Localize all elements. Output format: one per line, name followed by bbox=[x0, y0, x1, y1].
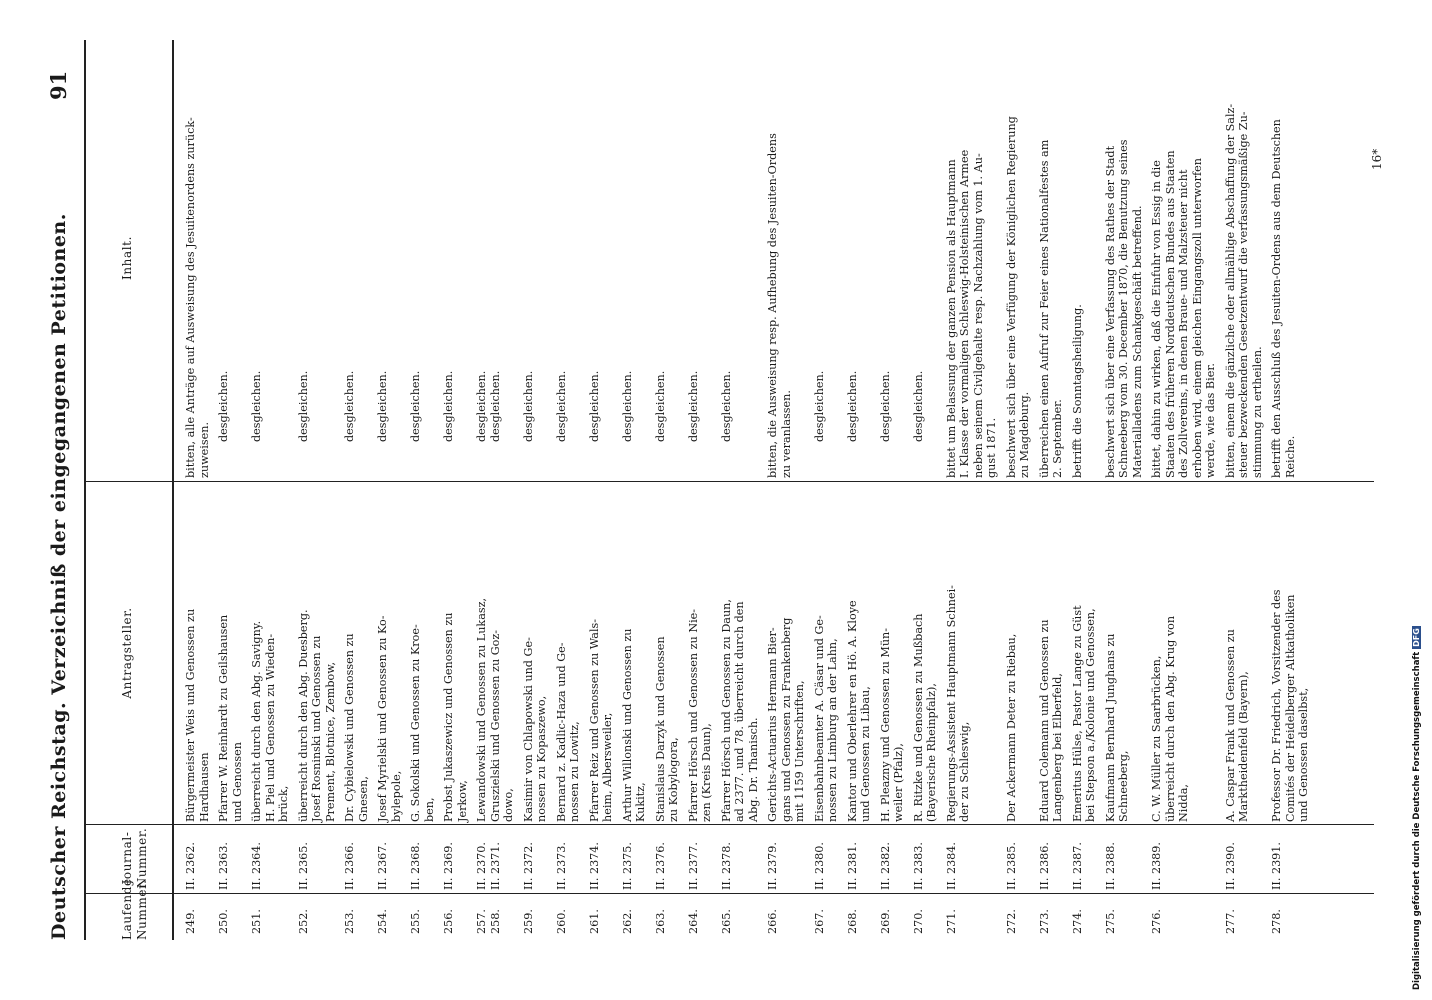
journal-nummer-cell: II. 2368. bbox=[409, 842, 422, 890]
journal-nummer-cell: II. 2373. bbox=[554, 842, 568, 890]
laufende-nummer-cell: 251. bbox=[250, 909, 263, 934]
inhalt-cell: desgleichen. bbox=[878, 370, 892, 442]
journal-nummer-cell: II. 2389. bbox=[1150, 842, 1163, 890]
laufende-nummer-cell: 266. bbox=[766, 909, 779, 934]
antragsteller-cell: Gerichts-Actuarius Hermann Bier- gans und Genossen zu Frankenberg mit 1159 Unterschriften, bbox=[766, 617, 806, 822]
antragsteller-cell: Der Ackermann Deter zu Riebau, bbox=[1004, 633, 1018, 822]
antragsteller-cell: A. Caspar Frank und Genossen zu Marktheidenfeld (Bayern), bbox=[1223, 629, 1250, 822]
inhalt-cell: desgleichen. bbox=[587, 370, 601, 442]
antragsteller-cell: H. Pleazny und Genossen zu Mün- weiler (Pfalz), bbox=[878, 627, 905, 822]
laufende-nummer-cell: 275. bbox=[1103, 909, 1117, 934]
dfg-badge: DFG bbox=[1412, 628, 1421, 647]
laufende-nummer-cell: 260. bbox=[554, 909, 568, 934]
antragsteller-cell: Stanislaus Darzyk und Genossen zu Kobylogora, bbox=[653, 636, 680, 822]
inhalt-cell: desgleichen. bbox=[812, 370, 826, 442]
laufende-nummer-cell: 261. bbox=[587, 909, 601, 934]
column-header-inhalt: Inhalt. bbox=[120, 235, 134, 281]
inhalt-cell: desgleichen. bbox=[620, 370, 634, 442]
laufende-nummer-cell: 271. bbox=[944, 909, 958, 934]
journal-nummer-cell: II. 2379. bbox=[766, 842, 779, 890]
antragsteller-cell: Pfarrer Hörsch und Genossen zu Daun, ad 2377. und 78. überreicht durch den Abg. Dr. Thanisch. bbox=[719, 599, 760, 822]
laufende-nummer-cell: 269. bbox=[878, 909, 892, 934]
antragsteller-cell: Pfarrer Reiz und Genossen zu Wals- heim, Albersweiler, bbox=[587, 618, 614, 822]
antragsteller-cell: R. Ritzke und Genossen zu Mußbach (Bayerische Rheinpfalz), bbox=[911, 613, 938, 822]
journal-nummer-cell: II. 2376. bbox=[653, 842, 667, 890]
journal-nummer-cell: II. 2365. bbox=[296, 842, 310, 890]
inhalt-cell: desgleichen. bbox=[217, 370, 230, 442]
antragsteller-cell: überreicht durch den Abg. Savigny. H. Piel und Genossen zu Wieden- brück, bbox=[250, 620, 290, 822]
inhalt-cell: desgleichen. bbox=[343, 370, 356, 442]
laufende-nummer-cell: 265. bbox=[719, 909, 733, 934]
laufende-nummer-cell: 252. bbox=[296, 909, 310, 934]
antragsteller-cell: Dr. Cybielowski und Genossen zu Gnesen, bbox=[343, 633, 370, 822]
journal-nummer-cell: II. 2387. bbox=[1070, 842, 1084, 890]
inhalt-cell: desgleichen. desgleichen. bbox=[475, 370, 502, 442]
laufende-nummer-cell: 276. bbox=[1150, 909, 1163, 934]
inhalt-cell: betrifft den Ausschluß des Jesuiten-Ordens aus dem Deutschen Reiche. bbox=[1270, 119, 1297, 478]
laufende-nummer-cell: 277. bbox=[1223, 909, 1237, 934]
column-divider-3 bbox=[84, 481, 1374, 482]
signature-mark: 16* bbox=[1370, 148, 1384, 170]
journal-nummer-cell: II. 2372. bbox=[521, 842, 535, 890]
antragsteller-cell: Kantor und Oberlehrer en Hö. A. Kloye und Genossen zu Libau, bbox=[845, 600, 872, 822]
journal-nummer-cell: II. 2366. bbox=[343, 842, 356, 890]
journal-nummer-cell: II. 2374. bbox=[587, 842, 601, 890]
antragsteller-cell: Arthur Willonski und Genossen zu Kukitz, bbox=[620, 628, 647, 822]
inhalt-cell: überreichen einen Aufruf zur Feier eines Nationalfestes am 2. September. bbox=[1037, 139, 1064, 478]
dfg-funding-text: Digitalisierung gefördert durch die Deutsche Forschungsgemeinschaft bbox=[1412, 651, 1422, 990]
dfg-funding-note bbox=[1412, 626, 1422, 990]
laufende-nummer-cell: 274. bbox=[1070, 909, 1084, 934]
journal-nummer-cell: II. 2375. bbox=[620, 842, 634, 890]
antragsteller-cell: Regierungs-Assistent Hauptmann Schnei- der zu Schleswig, bbox=[944, 585, 971, 822]
journal-nummer-cell: II. 2369. bbox=[442, 842, 455, 890]
journal-nummer-cell: II. 2386. bbox=[1037, 842, 1051, 890]
inhalt-cell: bitten, einem die gänzliche oder allmählige Abschaffung der Salz- steuer bezweckenden Gesetzentwurf die verfassungsmäßige Zu- stimmung zu ertheilen. bbox=[1223, 103, 1264, 478]
laufende-nummer-cell: 250. bbox=[217, 909, 230, 934]
inhalt-cell: desgleichen. bbox=[554, 370, 568, 442]
column-head-rule bbox=[172, 40, 174, 940]
journal-nummer-cell: II. 2370. II. 2371. bbox=[475, 842, 502, 890]
journal-nummer-cell: II. 2384. bbox=[944, 842, 958, 890]
laufende-nummer-cell: 273. bbox=[1037, 909, 1051, 934]
antragsteller-cell: Kasimir von Chlapowski und Ge- nossen zu Kopaszewo, bbox=[521, 637, 548, 822]
antragsteller-cell: Kaufmann Bernhard Junghans zu Schneeberg, bbox=[1103, 633, 1130, 822]
journal-nummer-cell: II. 2364. bbox=[250, 842, 263, 890]
journal-nummer-cell: II. 2381. bbox=[845, 842, 859, 890]
laufende-nummer-cell: 263. bbox=[653, 909, 667, 934]
inhalt-cell: desgleichen. bbox=[719, 370, 733, 442]
journal-nummer-cell: II. 2391. bbox=[1270, 842, 1283, 890]
inhalt-cell: desgleichen. bbox=[686, 370, 700, 442]
column-header-antragsteller: Antragsteller. bbox=[120, 607, 134, 699]
journal-nummer-cell: II. 2382. bbox=[878, 842, 892, 890]
laufende-nummer-cell: 257. 258. bbox=[475, 909, 502, 934]
laufende-nummer-cell: 270. bbox=[911, 909, 925, 934]
inhalt-cell: bittet um Belassung der ganzen Pension als Hauptmann I. Klasse der vormaligen Schleswig-Holsteinischen Armee neben seinem Civilgehalte resp. Nachzahlung vom 1. Au- gust 1871. bbox=[944, 149, 998, 478]
header-rule bbox=[84, 40, 86, 940]
journal-nummer-cell: II. 2367. bbox=[376, 842, 389, 890]
antragsteller-cell: Pfarrer Hörsch und Genossen zu Nie- zen (Kreis Daun), bbox=[686, 608, 713, 822]
laufende-nummer-cell: 259. bbox=[521, 909, 535, 934]
journal-nummer-cell: II. 2363. bbox=[217, 842, 230, 890]
inhalt-cell: desgleichen. bbox=[911, 370, 925, 442]
journal-nummer-cell: II. 2390. bbox=[1223, 842, 1237, 890]
inhalt-cell: desgleichen. bbox=[409, 370, 422, 442]
laufende-nummer-cell: 278. bbox=[1270, 909, 1283, 934]
inhalt-cell: bitten, die Ausweisung resp. Aufhebung des Jesuiten-Ordens zu veranlassen. bbox=[766, 133, 793, 478]
inhalt-cell: betrifft die Sonntagsheiligung. bbox=[1070, 304, 1084, 478]
antragsteller-cell: Josef Myrielski und Genossen zu Ko- bylepole, bbox=[376, 615, 403, 822]
laufende-nummer-cell: 262. bbox=[620, 909, 634, 934]
column-header-journal-nummer: Journal- Nummer. bbox=[120, 827, 149, 889]
antragsteller-cell: C. W. Müller zu Saarbrücken, überreicht durch den Abg. Krug von Nidda, bbox=[1150, 615, 1190, 822]
laufende-nummer-cell: 268. bbox=[845, 909, 859, 934]
inhalt-cell: desgleichen. bbox=[250, 370, 263, 442]
antragsteller-cell: Emeritus Hülse, Pastor Lange zu Güst bei Stepson a./Kolonie und Genossen, bbox=[1070, 605, 1097, 822]
laufende-nummer-cell: 272. bbox=[1004, 909, 1018, 934]
inhalt-cell: beschwert sich über eine Verfassung des Rathes der Stadt Schneeberg vom 30. December 1870, die Benutzung seines Materialladens zum Schankgeschäft betreffend. bbox=[1103, 139, 1144, 478]
page-number: 91 bbox=[46, 70, 71, 100]
inhalt-cell: desgleichen. bbox=[376, 370, 389, 442]
journal-nummer-cell: II. 2362. bbox=[184, 842, 197, 890]
antragsteller-cell: Lewandowski und Genossen zu Lukasz, Gruszielski und Genossen zu Goz- dowo, bbox=[475, 597, 515, 822]
inhalt-cell: beschwert sich über eine Verfügung der Königlichen Regierung zu Magdeburg. bbox=[1004, 116, 1031, 478]
inhalt-cell: desgleichen. bbox=[845, 370, 859, 442]
antragsteller-cell: Eduard Colemann und Genossen zu Langenberg bei Elberfeld, bbox=[1037, 619, 1064, 822]
laufende-nummer-cell: 256. bbox=[442, 909, 455, 934]
journal-nummer-cell: II. 2378. bbox=[719, 842, 733, 890]
antragsteller-cell: Probst Jukaszewicz und Genossen zu Jerkow, bbox=[442, 612, 469, 822]
journal-nummer-cell: II. 2385. bbox=[1004, 842, 1018, 890]
inhalt-cell: desgleichen. bbox=[442, 370, 455, 442]
antragsteller-cell: überreicht durch den Abg. Duesberg. Josef Rosninski und Genossen zu Prement, Blotnice, Zembow, bbox=[296, 609, 337, 822]
antragsteller-cell: Bürgermeister Weis und Genossen zu Hardhausen bbox=[184, 608, 211, 822]
inhalt-cell: desgleichen. bbox=[296, 370, 310, 442]
laufende-nummer-cell: 253. bbox=[343, 909, 356, 934]
laufende-nummer-cell: 264. bbox=[686, 909, 700, 934]
antragsteller-cell: Professor Dr. Friedrich, Vorsitzender des Comités der Heidelberger Altkatholiken und Genossen daselbst, bbox=[1270, 589, 1310, 822]
journal-nummer-cell: II. 2380. bbox=[812, 842, 826, 890]
laufende-nummer-cell: 267. bbox=[812, 909, 826, 934]
journal-nummer-cell: II. 2383. bbox=[911, 842, 925, 890]
antragsteller-cell: G. Sokolski und Genossen zu Kroe- ben, bbox=[409, 624, 436, 822]
inhalt-cell: desgleichen. bbox=[653, 370, 667, 442]
laufende-nummer-cell: 254. bbox=[376, 909, 389, 934]
column-header-laufende-nummer: Laufende Nummer. bbox=[120, 878, 149, 940]
antragsteller-cell: Pfarrer W. Reinhardt zu Geilshausen und Genossen bbox=[217, 614, 244, 822]
page-title: Deutscher Reichstag. Verzeichniß der eingegangenen Petitionen. bbox=[48, 213, 70, 940]
inhalt-cell: bitten, alle Anträge auf Ausweisung des Jesuitenordens zurück- zuweisen. bbox=[184, 117, 211, 478]
antragsteller-cell: Eisenbahnbeamter A. Cäsar und Ge- nossen zu Limburg an der Lahn, bbox=[812, 615, 839, 822]
journal-nummer-cell: II. 2388. bbox=[1103, 842, 1117, 890]
inhalt-cell: bittet, dahin zu wirken, daß die Einfuhr von Essig in die Staaten des früheren Norddeutschen Bundes aus Staaten des Zollvereins, in denen Braue- und Malzsteuer nicht erhoben wird, einem gleichen Eingangszoll unterworfen werde, wie das Bier. bbox=[1150, 150, 1217, 478]
inhalt-cell: desgleichen. bbox=[521, 370, 535, 442]
laufende-nummer-cell: 255. bbox=[409, 909, 422, 934]
laufende-nummer-cell: 249. bbox=[184, 909, 197, 934]
journal-nummer-cell: II. 2377. bbox=[686, 842, 700, 890]
antragsteller-cell: Bernard z. Kadlic-Haza und Ge- nossen zu Lowitz, bbox=[554, 642, 581, 822]
